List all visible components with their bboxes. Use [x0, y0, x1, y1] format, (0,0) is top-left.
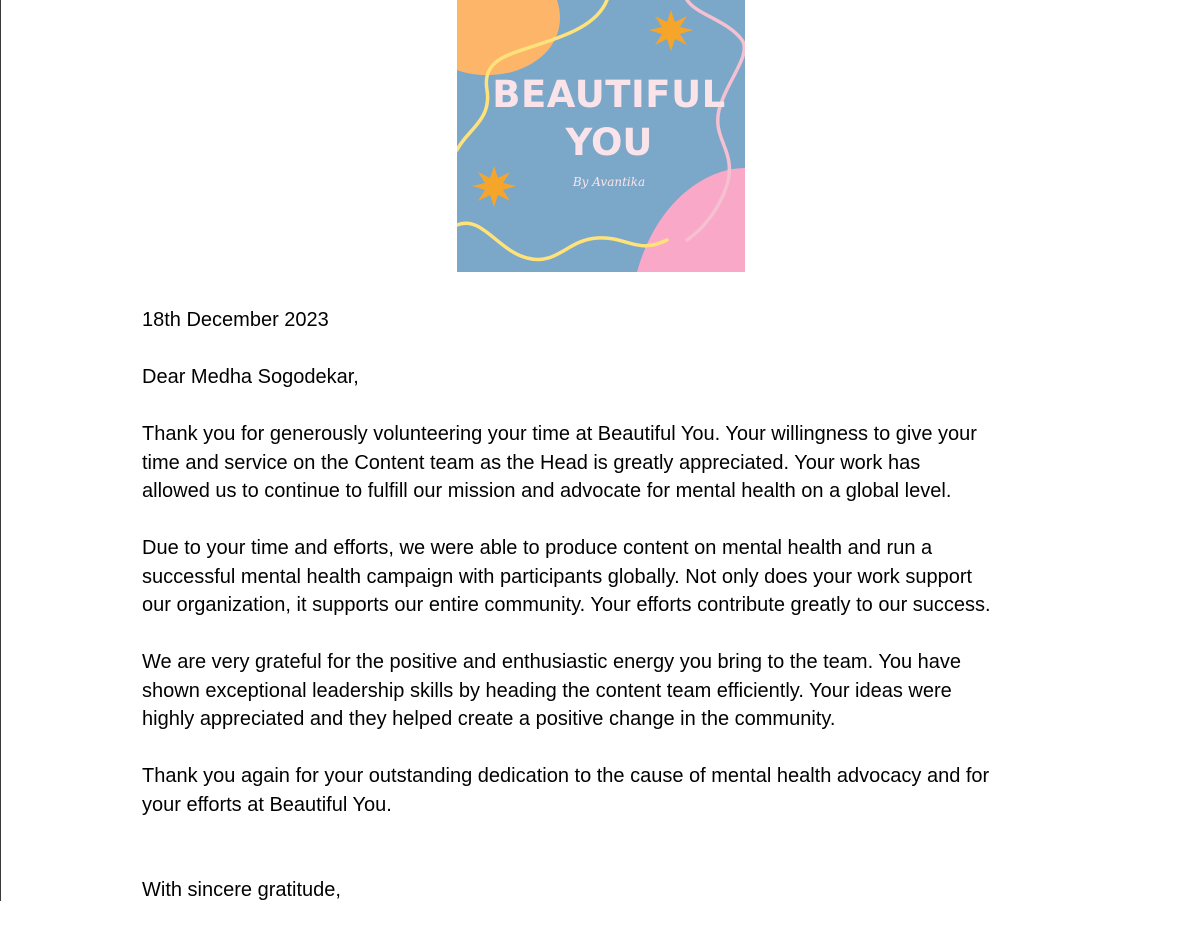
logo-title-line2: YOU: [565, 121, 653, 164]
letter-date: 18th December 2023: [142, 309, 329, 331]
logo-byline: By Avantika: [572, 175, 646, 189]
logo-title-line1: BEAUTIFUL: [492, 73, 726, 116]
letter-paragraph: Thank you for generously volunteering your time at Beautiful You. Your willingness to give your time and service on the Content team as the Head is greatly appreciated. Your work has allowed us to continue to fulfill our mission and advocate for mental health on a global level.: [142, 423, 977, 502]
letter-paragraph: Due to your time and efforts, we were able to produce content on mental health and run a successful mental health campaign with participants globally. Not only does your work support our organization, it supports our entire community. Your efforts contribute greatly to our success.: [142, 537, 991, 616]
letter-salutation: Dear Medha Sogodekar,: [142, 366, 359, 388]
page-left-border: [0, 0, 1, 901]
appreciation-letter: [142, 306, 1072, 933]
logo-artwork: [457, 0, 745, 272]
letter-paragraph: Thank you again for your outstanding dedication to the cause of mental health advocacy and for your efforts at Beautiful You.: [142, 765, 990, 816]
beautiful-you-logo: [457, 0, 745, 272]
letter-closing: With sincere gratitude,: [142, 879, 341, 901]
letter-paragraph: We are very grateful for the positive and enthusiastic energy you bring to the team. You have shown exceptional leadership skills by heading the content team efficiently. Your ideas were highly appreciated and they helped create a positive change in the community.: [142, 651, 962, 730]
